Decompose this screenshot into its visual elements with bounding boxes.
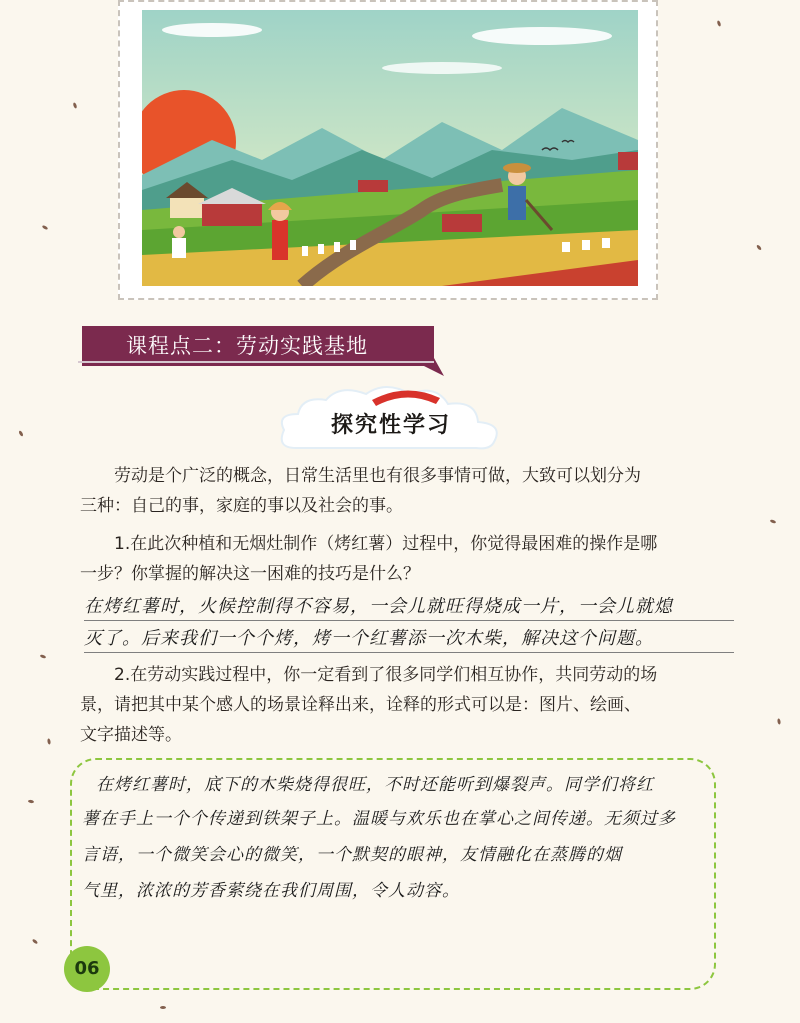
section-title: 探究性学习 bbox=[330, 413, 451, 438]
answer-2-line-4: 气里，浓浓的芳香萦绕在我们周围，令人动容。 bbox=[82, 881, 460, 901]
paper-speck bbox=[777, 718, 781, 724]
section-header-banner bbox=[78, 322, 450, 366]
question-1-line-1: 1.在此次种植和无烟灶制作（烤红薯）过程中，你觉得最困难的操作是哪 bbox=[114, 534, 658, 554]
paper-speck bbox=[40, 654, 47, 659]
paper-speck bbox=[73, 102, 78, 109]
answer-line-rule bbox=[84, 620, 734, 621]
section-header-label: 课程点二：劳动实践基地 bbox=[126, 334, 368, 358]
paper-speck bbox=[770, 519, 777, 524]
paper-speck bbox=[47, 738, 51, 744]
paper-speck bbox=[42, 225, 49, 231]
answer-1-line-2: 灭了。后来我们一个个烤，烤一个红薯添一次木柴，解决这个问题。 bbox=[84, 628, 654, 649]
paper-speck bbox=[28, 800, 34, 804]
answer-1-line-1: 在烤红薯时，火候控制得不容易，一会儿就旺得烧成一片，一会儿就熄 bbox=[84, 596, 673, 617]
intro-line-2: 三种：自己的事，家庭的事以及社会的事。 bbox=[80, 496, 403, 516]
intro-line-1: 劳动是个广泛的概念，日常生活里也有很多事情可做，大致可以划分为 bbox=[114, 466, 641, 486]
question-2-line-3: 文字描述等。 bbox=[80, 725, 182, 745]
paper-speck bbox=[18, 430, 24, 437]
answer-2-line-1: 在烤红薯时，底下的木柴烧得很旺，不时还能听到爆裂声。同学们将红 bbox=[96, 775, 654, 795]
answer-line-rule bbox=[84, 652, 734, 653]
question-2-line-2: 景，请把其中某个感人的场景诠释出来，诠释的形式可以是：图片、绘画、 bbox=[80, 695, 641, 715]
question-1-line-2: 一步？你掌握的解决这一困难的技巧是什么？ bbox=[80, 564, 420, 584]
page-number-badge: 06 bbox=[64, 946, 110, 992]
farm-landscape-illustration bbox=[142, 10, 638, 286]
answer-2-line-3: 言语，一个微笑会心的微笑，一个默契的眼神，友情融化在蒸腾的烟 bbox=[82, 845, 622, 865]
question-2-line-1: 2.在劳动实践过程中，你一定看到了很多同学们相互协作，共同劳动的场 bbox=[114, 665, 658, 685]
title-cloud bbox=[276, 378, 506, 458]
paper-speck bbox=[717, 20, 722, 27]
paper-speck bbox=[160, 1006, 166, 1009]
paper-speck bbox=[756, 244, 762, 251]
farm-illustration-stamp bbox=[118, 0, 658, 300]
paper-speck bbox=[32, 938, 39, 944]
answer-2-line-2: 薯在手上一个个传递到铁架子上。温暖与欢乐也在掌心之间传递。无须过多 bbox=[82, 809, 676, 829]
